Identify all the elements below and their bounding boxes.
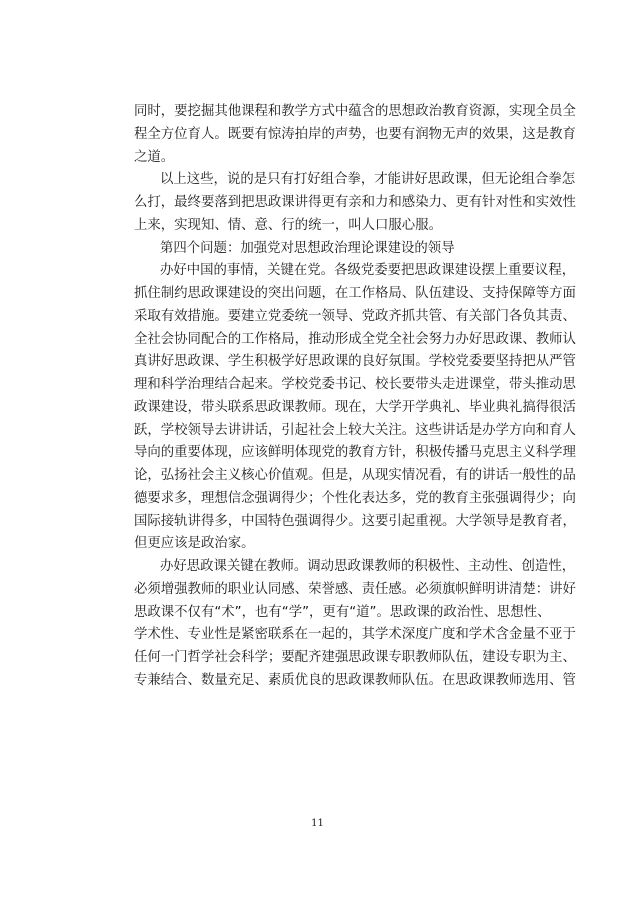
- text-line: 专兼结合、数量充足、素质优良的思政课教师队伍。在思政课教师选用、管: [134, 672, 576, 688]
- section-heading: 第四个问题：加强党对思想政治理论课建设的领导: [160, 240, 455, 256]
- body-text: [134, 101, 576, 693]
- text-line: 真讲好思政课、学生积极学好思政课的良好氛围。学校党委要坚持把从严管: [134, 354, 576, 370]
- text-line: 上来，实现知、情、意、行的统一，叫人口服心服。: [134, 217, 442, 233]
- text-line: 任何一门哲学社会科学；要配齐建强思政课专职教师队伍，建设专职为主、: [134, 650, 576, 665]
- text-line: 以上这些，说的是只有打好组合拳，才能讲好思政课，但无论组合拳怎: [160, 172, 576, 188]
- text-line: 程全方位育人。既要有惊涛拍岸的声势，也要有润物无声的效果，这是教育: [134, 126, 576, 142]
- text-line: 同时，要挖掘其他课程和教学方式中蕴含的思想政治教育资源，实现全员全: [134, 104, 576, 119]
- text-line: 德要求多，理想信念强调得少；个性化表达多，党的教育主张强调得少；向: [134, 490, 576, 506]
- text-line: 抓住制约思政课建设的突出问题，在工作格局、队伍建设、支持保障等方面: [134, 286, 576, 301]
- text-line: 政课建设，带头联系思政课教师。现在，大学开学典礼、毕业典礼搞得很活: [134, 399, 576, 415]
- text-line: 导向的重要体现，应该鲜明体现党的教育方针，积极传播马克思主义科学理: [134, 445, 576, 461]
- text-line: 思政课不仅有“术”，也有“学”，更有“道”。思政课的政治性、思想性、: [134, 604, 551, 620]
- text-line: 国际接轨讲得多，中国特色强调得少。这要引起重视。大学领导是教育者，: [134, 513, 576, 529]
- text-line: 采取有效措施。要建立党委统一领导、党政齐抓共管、有关部门各负其责、: [134, 308, 576, 324]
- text-line: 么打，最终要落到把思政课讲得更有亲和力和感染力、更有针对性和实效性: [134, 195, 576, 210]
- text-line: 全社会协同配合的工作格局，推动形成全党全社会努力办好思政课、教师认: [134, 331, 576, 347]
- text-line: 理和科学治理结合起来。学校党委书记、校长要带头走进课堂，带头推动思: [134, 377, 576, 392]
- text-line: 但更应该是政治家。: [134, 536, 255, 552]
- text-line: 必须增强教师的职业认同感、荣誉感、责任感。必须旗帜鲜明讲清楚：讲好: [134, 581, 576, 597]
- text-line: 跃，学校领导去讲讲话，引起社会上较大关注。这些讲话是办学方向和育人: [134, 422, 576, 438]
- page-number: 11: [311, 818, 324, 829]
- text-line: 学术性、专业性是紧密联系在一起的，其学术深度广度和学术含金量不亚于: [134, 627, 576, 643]
- text-line: 之道。: [134, 149, 175, 165]
- text-line: 办好思政课关键在教师。调动思政课教师的积极性、主动性、创造性，: [160, 559, 576, 574]
- text-line: 办好中国的事情，关键在党。各级党委要把思政课建设摆上重要议程，: [160, 263, 576, 279]
- text-line: 论，弘扬社会主义核心价值观。但是，从现实情况看，有的讲话一般性的品: [134, 468, 576, 483]
